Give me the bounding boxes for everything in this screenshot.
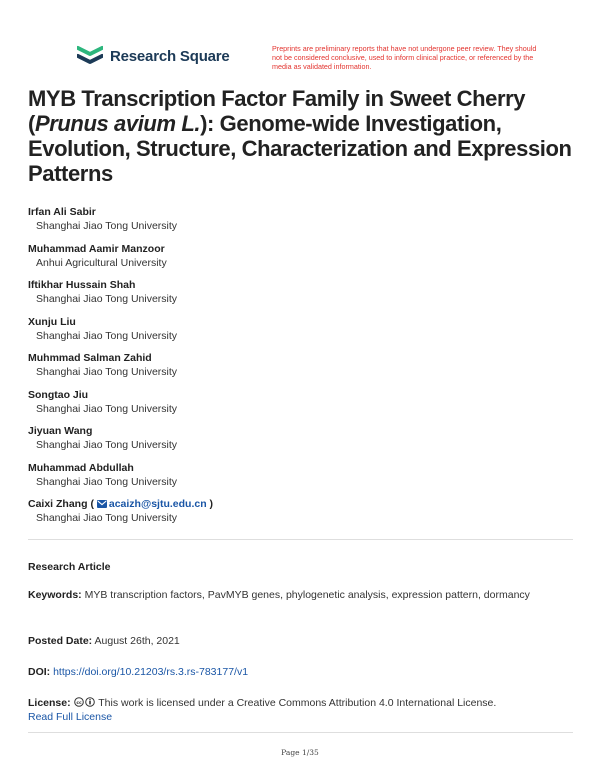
footer-divider	[28, 732, 573, 733]
author-affiliation: Shanghai Jiao Tong University	[36, 439, 178, 451]
author-name: Irfan Ali Sabir	[28, 206, 96, 218]
research-square-logo-icon	[77, 45, 103, 67]
posted-date-label: Posted Date:	[28, 635, 93, 647]
corresponding-author-entry	[28, 498, 568, 535]
research-square-logo[interactable]	[77, 45, 230, 67]
license	[28, 696, 568, 724]
corresponding-author-name	[28, 498, 568, 511]
doi	[28, 665, 568, 679]
author-email: acaizh@sjtu.edu.cn	[108, 498, 207, 510]
author-name: Muhammad Abdullah	[28, 461, 134, 474]
author-email-link[interactable]	[97, 498, 210, 510]
author-name: Muhammad Aamir Manzoor	[28, 242, 165, 255]
author-affiliation: Shanghai Jiao Tong University	[36, 329, 178, 342]
author-name: Caixi Zhang	[28, 498, 88, 510]
title-part2: ): Genome-wide Investigation, Evolution, Structure, Characterization and Expression Patterns	[28, 111, 572, 186]
author-affiliation: Shanghai Jiao Tong University	[36, 475, 178, 488]
posted-date	[28, 634, 568, 648]
author-name: Jiyuan Wang	[28, 425, 93, 437]
svg-text:cc: cc	[75, 701, 82, 706]
paper-title	[28, 86, 573, 186]
logo-word-research: Research	[110, 47, 176, 65]
author-entry	[28, 425, 568, 462]
keywords-value: MYB transcription factors, PavMYB genes, phylogenetic analysis, expression pattern, dormancy	[84, 589, 530, 601]
email-close-paren: )	[209, 498, 214, 510]
author-name: Xunju Liu	[28, 315, 76, 328]
author-affiliation: Shanghai Jiao Tong University	[36, 402, 178, 415]
author-affiliation: Shanghai Jiao Tong University	[36, 512, 178, 524]
author-affiliation: Shanghai Jiao Tong University	[36, 220, 178, 232]
envelope-icon	[97, 500, 107, 508]
doi-link[interactable]: https://doi.org/10.21203/rs.3.rs-783177/v1	[53, 666, 249, 678]
article-type-label: Research Article	[28, 561, 111, 573]
logo-text	[110, 48, 230, 65]
section-divider	[28, 539, 573, 540]
title-part1: MYB Transcription Factor Family in Sweet Cherry (	[28, 86, 526, 136]
creative-commons-icon	[74, 697, 96, 707]
author-entry	[28, 206, 568, 243]
author-entry	[28, 279, 568, 316]
author-affiliation: Shanghai Jiao Tong University	[36, 293, 178, 305]
author-entry	[28, 352, 568, 389]
posted-date-value: August 26th, 2021	[94, 635, 180, 647]
author-list	[28, 206, 568, 535]
read-full-license-link[interactable]: Read Full License	[28, 711, 113, 723]
author-name: Songtao Jiu	[28, 388, 89, 401]
license-text: This work is licensed under a Creative Commons Attribution 4.0 International License.	[98, 697, 497, 709]
author-name: Iftikhar Hussain Shah	[28, 279, 136, 291]
title-italic-species: Prunus avium L.	[34, 111, 201, 136]
author-entry	[28, 243, 568, 280]
keywords-label: Keywords:	[28, 589, 82, 601]
license-label: License:	[28, 697, 71, 709]
page-number: Page 1/35	[281, 748, 319, 757]
author-affiliation: Anhui Agricultural University	[36, 256, 167, 269]
author-entry	[28, 389, 568, 426]
author-entry	[28, 316, 568, 353]
doi-label: DOI:	[28, 666, 51, 678]
keywords	[28, 588, 568, 602]
author-affiliation: Shanghai Jiao Tong University	[36, 366, 178, 378]
preprint-notice: Preprints are preliminary reports that have not undergone peer review. They should not be considered conclusive, used to inform clinical practice, or referenced by the media as validated information.	[272, 44, 537, 71]
logo-word-square: Square	[179, 47, 230, 65]
article-type	[28, 560, 568, 574]
author-name: Muhmmad Salman Zahid	[28, 352, 152, 364]
author-entry	[28, 462, 568, 499]
email-open-paren: (	[90, 498, 94, 510]
